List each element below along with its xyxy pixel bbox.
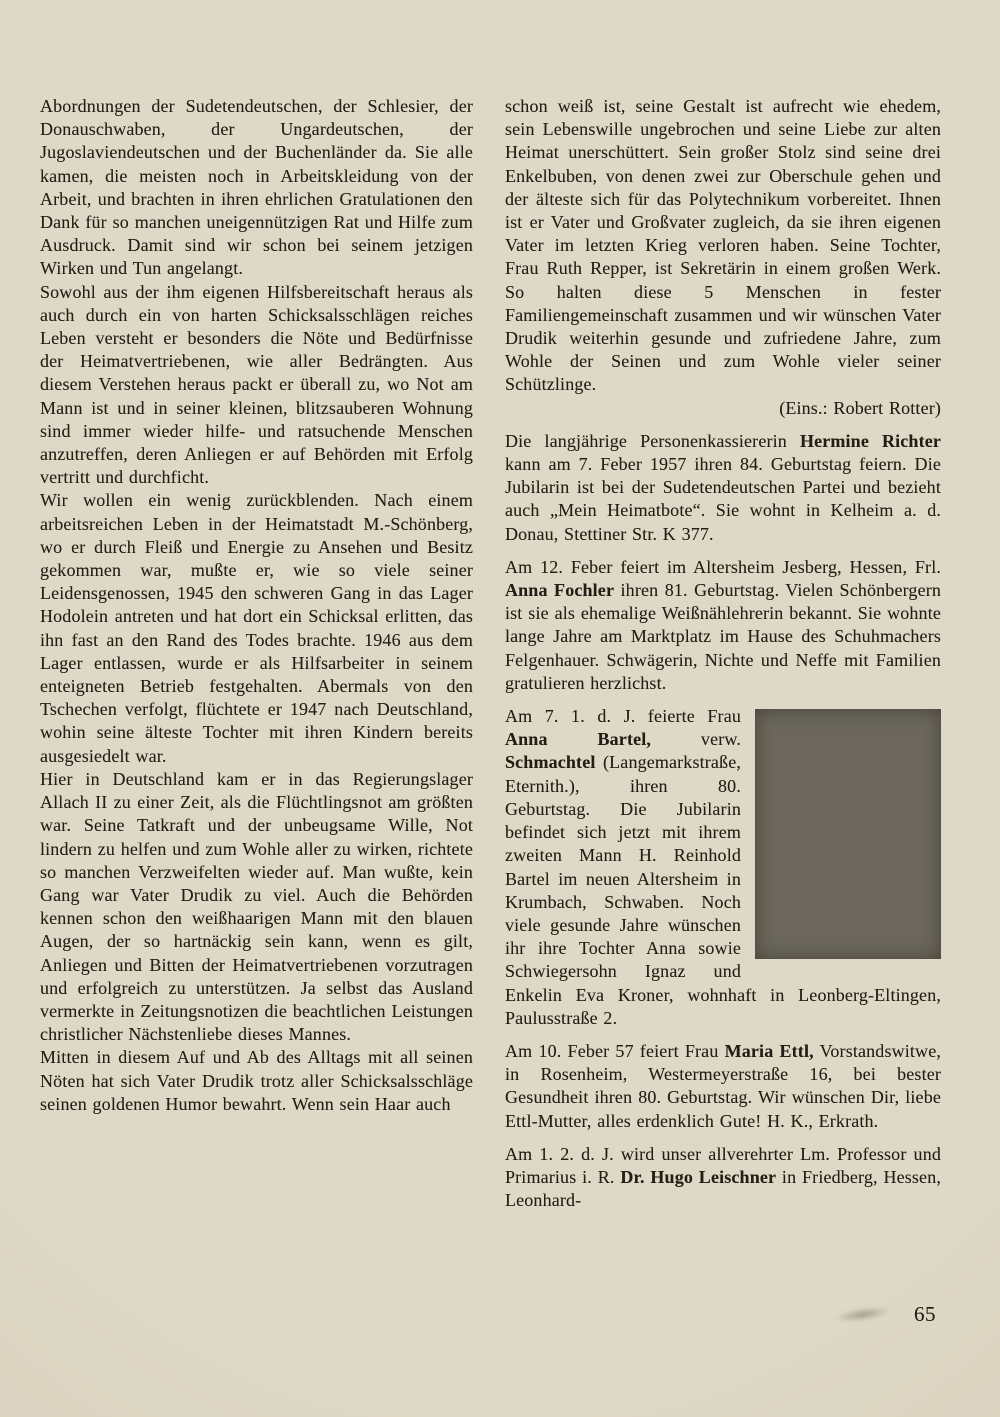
paragraph-helpfulness: Sowohl aus der ihm eigenen Hilfsbereitschaft heraus als auch durch ein von harten Schicksalsschlägen reiches Leben versteht er besonders die Nöte und Bedürfnisse der Heimatvertriebenen, wie aller Bedrängten. Aus diesem Verstehen heraus packt er überall zu, wo Not am Mann ist und in seiner kleinen, blitzsauberen Wohnung sind immer wieder hilfe- und ratsuchende Menschen anzutreffen, deren Anliegen er auf Behörden mit Erfolg vertritt und durchficht. — [40, 281, 473, 488]
left-column — [40, 95, 473, 1212]
byline-robert-rotter: (Eins.: Robert Rotter) — [779, 397, 941, 418]
paragraph-drudik-family: schon weiß ist, seine Gestalt ist aufrecht wie ehedem, sein Lebenswille ungebrochen und seine Liebe zur alten Heimat unerschüttert. Sein großer Stolz sind seine drei Enkelbuben, von denen zwei zur Oberschule gehen und der älteste sich für das Polytechnikum vorbereitet. Ihnen ist er Vater und Großvater zugleich, da sie ihren eigenen Vater im letzten Krieg verloren haben. Seine Tochter, Frau Ruth Repper, ist Sekretärin in einem großen Werk. So halten diese 5 Menschen in fester Familiengemeinschaft zusammen und wir wünschen Vater Drudik weiterhin gesunde und zufriedene Jahre, zum Wohle der Seinen und zum Wohle vieler seiner Schützlinge. — [505, 96, 941, 395]
two-column-text — [40, 95, 941, 1212]
right-column — [505, 95, 941, 1212]
paragraph-maria-ettl: Am 10. Feber 57 feiert Frau Maria Ettl, Vorstandswitwe, in Rosenheim, Westermeyerstraße 16, bei bester Gesundheit ihren 80. Geburtstag. Wir wünschen Dir, liebe Ettl-Mutter, alles erdenklich Gute! H. K., Erkrath. — [505, 1040, 941, 1131]
page-number: 65 — [914, 1302, 936, 1326]
paragraph-anna-fochler: Am 12. Feber feiert im Altersheim Jesberg, Hessen, Frl. Anna Fochler ihren 81. Geburtstag. Vielen Schönbergern ist sie als ehemalige Weißnählehrerin bekannt. Sie wohnte lange Jahre am Marktplatz im Hause des Schuhmachers Felgenhauer. Schwägerin, Nichte und Neffe mit Familien gratulieren herzlichst. — [505, 556, 942, 693]
paragraph-anna-bartel: Am 7. 1. d. J. feierte Frau Anna Bartel, verw. Schmachtel (Langemarkstraße, Eternith.), ihren 80. Geburtstag. Die Jubilarin befindet sich jetzt mit ihrem zweiten Mann H. Reinhold Bartel im neuen Altersheim in Krumbach, Schwaben. Noch viele gesunde Jahre wünschen ihr ihre Tochter Anna sowie Schwiegersohn Ignaz und Enkelin Eva Kroner, wohnhaft in Leonberg-Eltingen, Paulusstraße 2. — [505, 706, 941, 1028]
paragraph-hugo-leischner: Am 1. 2. d. J. wird unser allverehrter Lm. Professor und Primarius i. R. Dr. Hugo Leischner in Friedberg, Hessen, Leonhard- — [505, 1143, 941, 1211]
paragraph-allach: Hier in Deutschland kam er in das Regierungslager Allach II zu einer Zeit, als die Flüchtlingsnot am größten war. Seine Tatkraft und der unbeugsame Wille, Not lindern zu helfen und zum Wohle aller zu wirken, richtete so manchen Verzweifelten wieder auf. Man wußte, kein Gang war Vater Drudik zu viel. Auch die Behörden kennen schon den weißhaarigen Mann mit den blauen Augen, der so hartnäckig sein kann, wenn es gilt, Anliegen und Bitten der Heimatvertriebenen vorzutragen und erfolgreich zu unterstützen. Ja selbst das Ausland vermerkte in Zeitungsnotizen die beachtlichen Leistungen christlicher Nächstenliebe dieses Mannes. — [40, 768, 473, 1045]
scan-smudge — [833, 1304, 892, 1325]
paragraph-flashback: Wir wollen ein wenig zurückblenden. Nach einem arbeitsreichen Leben in der Heimatstadt M.-Schönberg, wo er durch Fleiß und Energie zu Ansehen und Besitz gekommen war, mußte er, wie so viele seiner Leidensgenossen, 1945 den schweren Gang in das Lager Hodolein antreten und hat dort ein Schicksal erlitten, das ihn fast an den Rand des Todes brachte. 1946 aus dem Lager entlassen, wurde er als Hilfsarbeiter in seinem enteigneten Betrieb festgehalten. Abermals von den Tschechen verfolgt, flüchtete er 1947 nach Deutschland, wohin seine älteste Tochter mit ihren Kindern bereits ausgesiedelt war. — [40, 490, 473, 766]
paragraph-hermine-richter: Die langjährige Personenkassiererin Hermine Richter kann am 7. Feber 1957 ihren 84. Geburtstag feiern. Die Jubilarin ist bei der Sudetendeutschen Partei und bezieht auch „Mein Heimatbote“. Sie wohnt in Kelheim a. d. Donau, Stettiner Str. K 377. — [505, 430, 942, 544]
paragraph-delegations: Abordnungen der Sudetendeutschen, der Schlesier, der Donauschwaben, der Ungardeutschen, der Jugoslaviendeutschen und der Buchenländer da. Sie alle kamen, die meisten noch in Arbeitskleidung von der Arbeit, und brachten in ihren ehrlichen Gratulationen den Dank für so manchen uneigennützigen Rat und Hilfe zum Ausdruck. Damit sind wir schon bei seinem jetzigen Wirken und Tun angelangt. — [40, 96, 473, 279]
photo-two-elderly-people — [755, 709, 941, 959]
paragraph-humor: Mitten in diesem Auf und Ab des Alltags mit all seinen Nöten hat sich Vater Drudik trotz aller Schicksalsschläge seinen goldenen Humor bewahrt. Wenn sein Haar auch — [40, 1047, 473, 1114]
